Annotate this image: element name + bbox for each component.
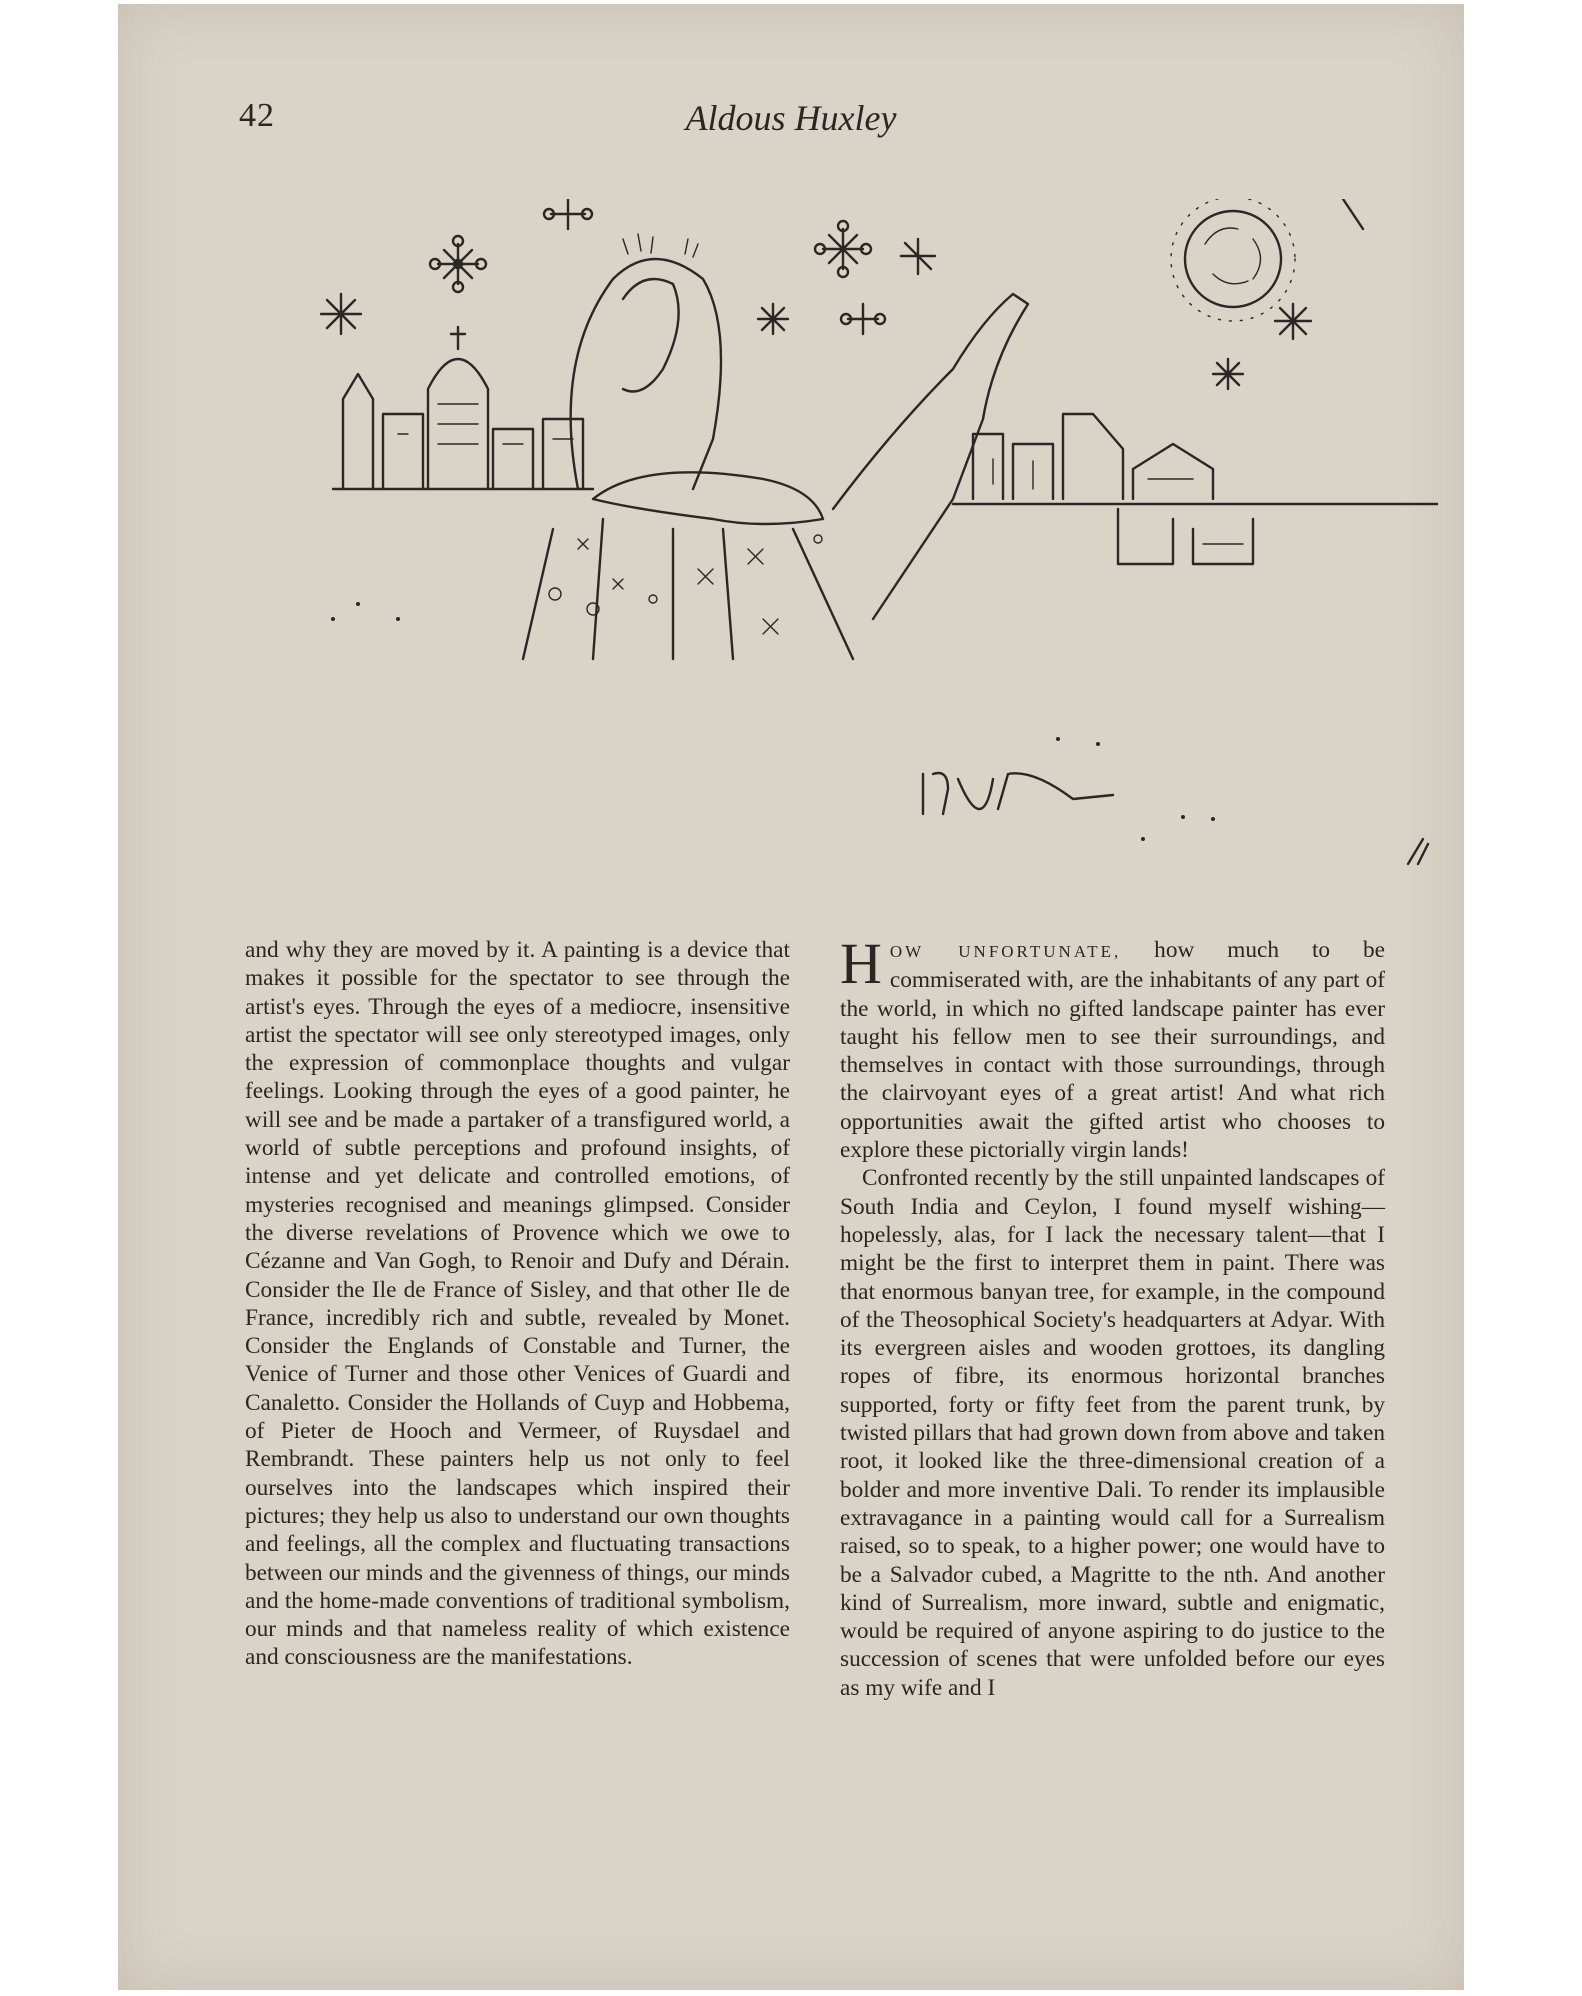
signature xyxy=(923,773,1428,864)
right-paragraph-2: Confronted recently by the still unpainted landscapes of South India and Ceylon, I found myself wishing—hopelessly, alas, for I lack the necessary talent—that I might be the first to interpret them in paint. There was that enormous banyan tree, for example, in the compound of the Theosophical Society's headquarters at Adyar. With its evergreen aisles and wooden grottoes, its dangling ropes of fibre, its enormous horizontal branches supported, forty or fifty feet from the parent trunk, by twisted pillars that had grown down from above and taken root, it looked like the three-dimensional creation of a bolder and more inventive Dali. To render its implausible extravagance in a painting would call for a Surrealism raised, so to speak, to a higher power; one would have to be a Salvador cubed, a Magritte to the nth. And another kind of Surrealism, more inward, subtle and enigmatic, would be required of anyone aspiring to do justice to the succession of scenes that were unfolded before our eyes as my wife and I xyxy=(840,1165,1385,1701)
star-icon xyxy=(430,236,486,292)
left-column xyxy=(245,936,790,1672)
townscape-drawing-icon xyxy=(293,199,1438,899)
left-paragraph: and why they are moved by it. A painting is a device that makes it possible for the spectator to see through the artist's eyes. Through the eyes of a mediocre, insensitive artist the spectator will see only stereotyped images, only the expression of commonplace thoughts and vulgar feelings. Looking through the eyes of a good painter, he will see and be made a partaker of a transfigured world, a world of subtle perceptions and profound insights, of intense and yet delicate and controlled emotions, of mysteries recognised and meanings glimpsed. Consider the diverse revelations of Provence which we owe to Cézanne and Van Gogh, to Renoir and Dufy and Dérain. Consider the Ile de France of Sisley, and that other Ile de France, incredibly rich and subtle, revealed by Monet. Consider the Englands of Constable and Turner, the Venice of Turner and those other Venices of Guardi and Canaletto. Consider the Hollands of Cuyp and Hobbema, of Pieter de Hooch and Vermeer, of Ruysdael and Rembrandt. These painters help us not only to feel ourselves into the landscapes which inspired their pictures; they help us also to understand our own thoughts and feelings, all the complex and fluctuating transactions between our minds and the givenness of things, our minds and the home-made conventions of traditional symbolism, our minds and that nameless reality of which existence and consciousness are the manifestations. xyxy=(245,937,790,1671)
townscape-illustration xyxy=(293,199,1438,899)
drop-cap: H xyxy=(840,931,882,996)
star-icon xyxy=(321,294,361,334)
star-icon xyxy=(1213,359,1243,389)
sun-icon xyxy=(1171,199,1363,321)
town-buildings-right xyxy=(953,414,1438,564)
star-icon xyxy=(901,239,935,274)
paragraph-1-text: how much to be commiserated with, are the inhabitants of any part of the world, in which no gifted landscape painter has ever taught his fellow men to see their surroundings, and themselves in contact with those surroundings, through the clairvoyant eyes of a great artist! And what rich opportunities await the gifted artist who chooses to explore these pictorially virgin lands! xyxy=(840,937,1385,1164)
figure xyxy=(523,234,1028,659)
star-icon xyxy=(544,199,592,229)
right-column xyxy=(840,931,1385,1702)
opening-smallcaps: OW UNFORTUNATE, xyxy=(889,942,1122,961)
page-header xyxy=(118,97,1464,147)
star-icon xyxy=(815,221,871,277)
right-paragraph-1 xyxy=(840,931,1385,1164)
page-number: 42 xyxy=(239,97,275,134)
book-page xyxy=(118,4,1464,1990)
dots xyxy=(331,602,1215,841)
running-head: Aldous Huxley xyxy=(685,98,897,138)
town-buildings xyxy=(333,327,593,489)
star-icon xyxy=(841,304,885,334)
star-icon xyxy=(1275,304,1311,339)
pattern-marks xyxy=(549,535,822,634)
star-icon xyxy=(758,304,788,334)
